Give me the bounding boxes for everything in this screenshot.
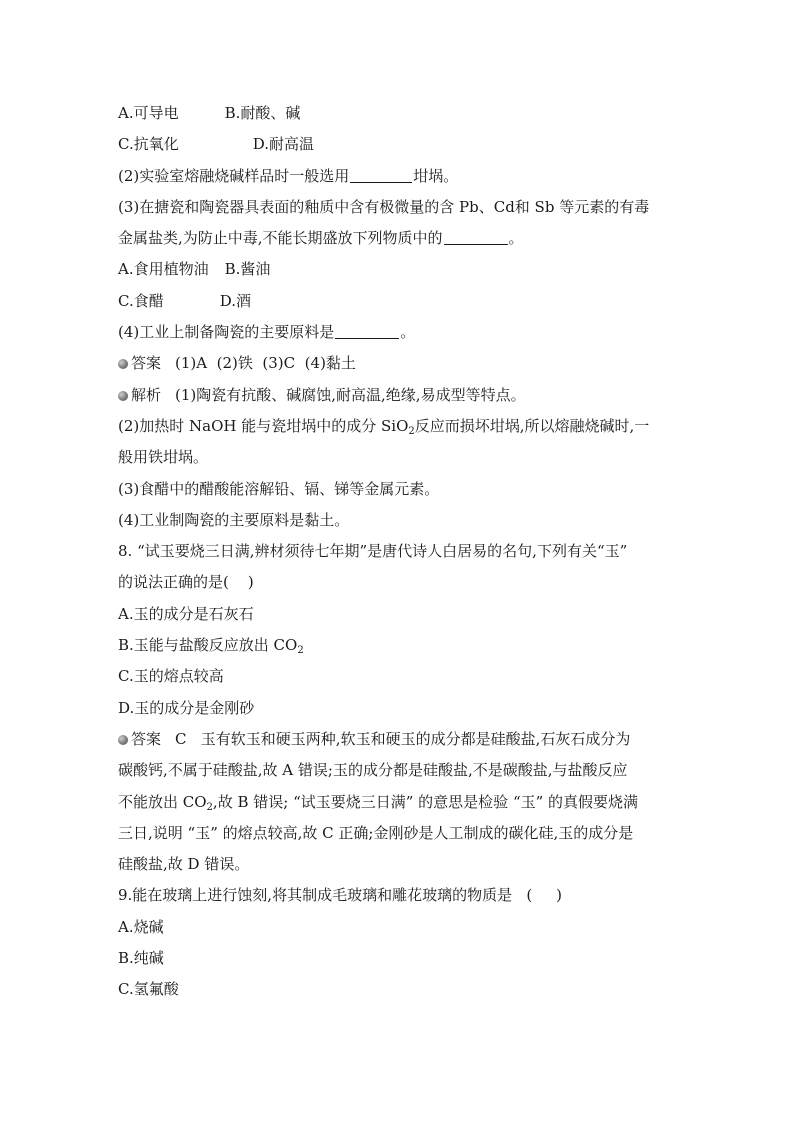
document-content xyxy=(118,98,678,1006)
q9-option-c: C.氢氟酸 xyxy=(118,980,179,999)
q7-sub3-options-row-2 xyxy=(118,286,678,317)
q7-sub4-blank[interactable] xyxy=(335,324,399,339)
q7-sub3-blank[interactable] xyxy=(444,230,508,245)
q8-option-b xyxy=(118,630,678,661)
analysis-subscript: 2 xyxy=(408,425,415,437)
q7-sub3-line2 xyxy=(118,223,678,254)
q7-options-row-2 xyxy=(118,129,678,160)
q8-option-d: D.玉的成分是金刚砂 xyxy=(118,698,255,717)
q9-stem: 9.能在玻璃上进行蚀刻,将其制成毛玻璃和雕花玻璃的物质是 ( ) xyxy=(118,886,562,905)
q7-sub3-options-row-1 xyxy=(118,254,678,285)
answer-marker-icon xyxy=(118,359,128,369)
q7-sub4 xyxy=(118,317,678,348)
q8-answer-line5: 硅酸盐,故 D 错误。 xyxy=(118,855,250,874)
q8-stem-line1: 8. “试玉要烧三日满,辨材须待七年期”是唐代诗人白居易的名句,下列有关“玉” xyxy=(118,542,628,561)
q7-analysis-line1 xyxy=(118,380,678,411)
q8-option-c: C.玉的熔点较高 xyxy=(118,667,224,686)
q7-option-b: B.耐酸、碱 xyxy=(224,104,301,122)
q7-sub3-option-c: C.食醋 xyxy=(118,291,164,310)
answer-label: 答案 xyxy=(131,729,162,748)
q8-option-b-text: B.玉能与盐酸反应放出 CO xyxy=(118,636,298,655)
q7-sub3-line1: (3)在搪瓷和陶瓷器具表面的釉质中含有极微量的含 Pb、Cd和 Sb 等元素的有毒 xyxy=(118,197,650,216)
q7-sub2 xyxy=(118,161,678,192)
q7-answer xyxy=(118,348,678,379)
q8-answer-text-3b: ,故 B 错误; “试玉要烧三日满” 的意思是检验 “玉” 的真假要烧满 xyxy=(212,792,639,811)
analysis-text-1: (1)陶瓷有抗酸、碱腐蚀,耐高温,绝缘,易成型等特点。 xyxy=(175,385,526,404)
analysis-text-2a: (2)加热时 NaOH 能与瓷坩埚中的成分 SiO xyxy=(118,416,409,435)
q8-stem-line2: 的说法正确的是( ) xyxy=(118,573,254,592)
q7-sub3-option-b: B.酱油 xyxy=(224,260,271,279)
q8-answer-subscript: 2 xyxy=(206,801,213,813)
q8-answer-line1 xyxy=(118,724,678,755)
q7-sub2-blank[interactable] xyxy=(350,168,412,183)
q9-option-a: A.烧碱 xyxy=(118,917,164,936)
q7-option-d: D.耐高温 xyxy=(252,135,314,154)
answer-marker-icon xyxy=(118,735,128,745)
q7-option-a: A.可导电 xyxy=(118,104,179,122)
analysis-label: 解析 xyxy=(131,385,162,404)
q8-answer-text-1: C 玉有软玉和硬玉两种,软玉和硬玉的成分都是硅酸盐,石灰石成分为 xyxy=(175,729,631,748)
q7-analysis-line2 xyxy=(118,411,678,442)
q7-analysis-line4: (3)食醋中的醋酸能溶解铅、镉、锑等金属元素。 xyxy=(118,479,440,498)
q8-answer-text-3a: 不能放出 CO xyxy=(118,792,207,811)
q8-option-a: A.玉的成分是石灰石 xyxy=(118,604,254,623)
answer-label: 答案 xyxy=(131,354,162,373)
q7-sub4-text: (4)工业上制备陶瓷的主要原料是 xyxy=(118,323,335,342)
q7-sub4-text-end: 。 xyxy=(400,323,416,342)
q8-answer-line4: 三日,说明 “玉” 的熔点较高,故 C 正确;金刚砂是人工制成的碳化硅,玉的成分是 xyxy=(118,823,634,842)
q7-sub3-text-end: 。 xyxy=(508,229,524,248)
q8-answer-line2: 碳酸钙,不属于硅酸盐,故 A 错误;玉的成分都是硅酸盐,不是碳酸盐,与盐酸反应 xyxy=(118,761,628,780)
q7-sub3-option-a: A.食用植物油 xyxy=(118,260,209,279)
q7-analysis-line5: (4)工业制陶瓷的主要原料是黏土。 xyxy=(118,510,350,529)
q7-options-row-1 xyxy=(118,98,678,129)
q7-sub2-text-end: 坩埚。 xyxy=(413,166,459,185)
q7-sub3-option-d: D.酒 xyxy=(219,291,251,310)
q8-option-b-subscript: 2 xyxy=(297,645,304,657)
answer-text: (1)A (2)铁 (3)C (4)黏土 xyxy=(175,354,356,373)
q7-option-c: C.抗氧化 xyxy=(118,135,179,154)
analysis-marker-icon xyxy=(118,391,128,401)
q7-sub3-text: 金属盐类,为防止中毒,不能长期盛放下列物质中的 xyxy=(118,229,443,248)
q7-sub2-text: (2)实验室熔融烧碱样品时一般选用 xyxy=(118,166,350,185)
analysis-text-2b: 反应而损坏坩埚,所以熔融烧碱时,一 xyxy=(414,416,650,435)
q7-analysis-line3: 般用铁坩埚。 xyxy=(118,448,209,467)
q8-answer-line3 xyxy=(118,787,678,818)
q9-option-b: B.纯碱 xyxy=(118,949,164,968)
